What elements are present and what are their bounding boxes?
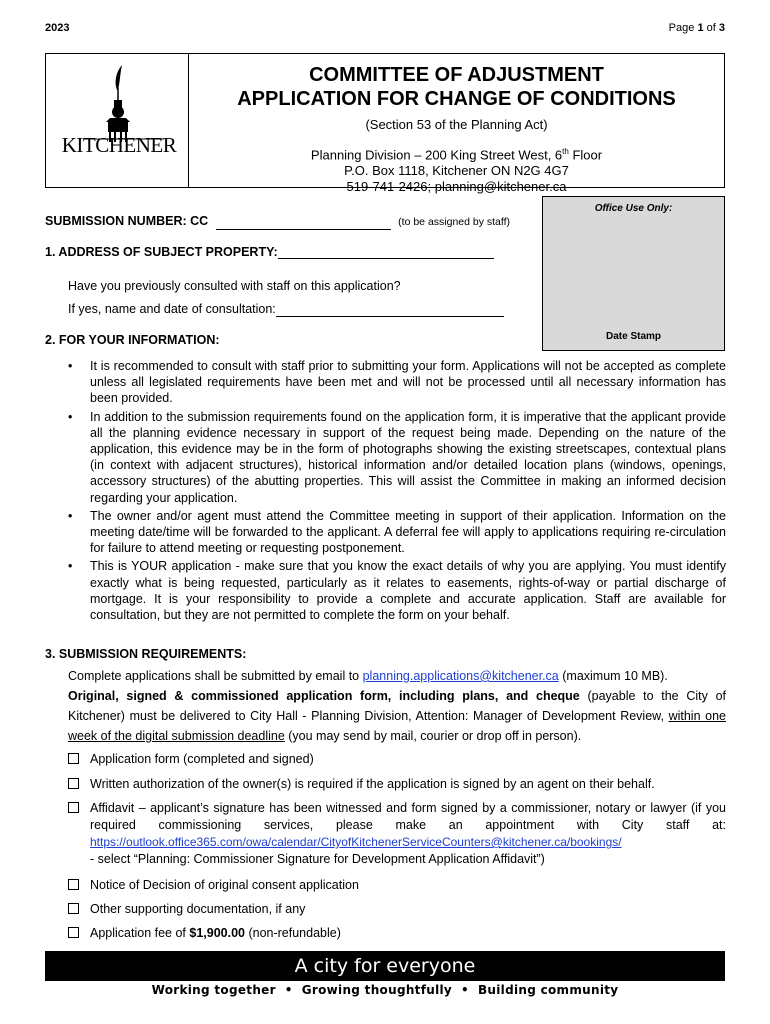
planning-act-section: (Section 53 of the Planning Act) (365, 117, 548, 132)
section-1-heading: 1. ADDRESS OF SUBJECT PROPERTY: (45, 245, 494, 259)
office-use-label: Office Use Only: (594, 203, 673, 214)
list-item: • It is recommended to consult with staff prior to submitting your form. Applications will not be accepted as complete unless all legislated requirements have been met and will not be processed until all necessary information has been provided. (68, 358, 726, 407)
page-indicator: Page 1 of 3 (668, 22, 725, 34)
submission-number: SUBMISSION NUMBER: CC (to be assigned by staff) (45, 214, 511, 228)
date-stamp-label: Date Stamp (605, 331, 661, 342)
consulted-question: Have you previously consulted with staff on this application? (68, 279, 401, 293)
checkbox[interactable] (68, 753, 79, 764)
booking-link[interactable]: https://outlook.office365.com/owa/calendar/CityofKitchenerServiceCounters@kitchener.ca/bookings/ (90, 835, 622, 849)
form-title-line1: COMMITTEE OF ADJUSTMENT (309, 64, 604, 86)
checkbox[interactable] (68, 778, 79, 789)
checklist-supporting-docs: Other supporting documentation, if any (68, 901, 726, 918)
information-list (68, 358, 726, 625)
planning-address: Planning Division – 200 King Street West, 6th Floor (310, 147, 603, 163)
checklist-affidavit: Affidavit – applicant’s signature has been witnessed and form signed by a commissioner, notary or lawyer (if you required commissioning services, please make an appointment with City staff at: https://outlook.office365.com/owa/calendar/CityofKitchenerServiceCounters@kitchener.ca/bookings/ - select “Planning: Commissioner Signature for Development Application Affidavit”) (68, 800, 726, 868)
office-use-box (542, 196, 725, 351)
submission-instructions: Complete applications shall be submitted by email to planning.applications@kitchener.ca (maximum 10 MB). Original, signed & commissioned application form, including plans, and cheque (payable to the City of Kitchener) must be delivered to City Hall - Planning Division, Attention: Manager of Development Review, within one week of the digital submission deadline (you may send by mail, courier or drop off in person). (68, 669, 726, 743)
property-address-field[interactable] (278, 245, 494, 259)
city-slogan-banner: A city for everyone (45, 951, 725, 981)
svg-text:KITCHENER: KITCHENER (61, 133, 177, 157)
checklist-application-form: Application form (completed and signed) (68, 751, 726, 768)
checkbox[interactable] (68, 903, 79, 914)
kitchener-logo (54, 60, 184, 182)
footer-tagline: Working together • Growing thoughtfully • Building community (151, 983, 619, 997)
consultation-details: If yes, name and date of consultation: (68, 301, 504, 317)
document-year: 2023 (45, 22, 70, 34)
checkbox[interactable] (68, 927, 79, 938)
checklist-application-fee: Application fee of $1,900.00 (non-refundable) (68, 925, 726, 942)
list-item: • In addition to the submission requirements found on the application form, it is imperative that the applicant provide all the planning evidence necessary in support of the request being made. Depending on the nature of the application, this evidence may be in the form of photographs showing the existing streetscapes, contextual plans (in context with adjacent structures), historical information and/or detailed location plans (windows, openings, accessory structures) of the abutting properties. This will assist the Committee in making an informed decision regarding your application. (68, 409, 726, 506)
po-box: P.O. Box 1118, Kitchener ON N2G 4G7 (344, 163, 569, 179)
list-item: • This is YOUR application - make sure that you know the exact details of why you are applying. You must identify exactly what is being requested, particularly as it relates to easements, rights-of-way or partial discharge of mortgage. It is your responsibility to provide a complete and accurate application. Staff are available for consultation, but they are not permitted to complete the form on your behalf. (68, 558, 726, 623)
contact-info: 519-741-2426; planning@kitchener.ca (346, 179, 567, 195)
checklist-notice-of-decision: Notice of Decision of original consent application (68, 877, 726, 894)
checklist-owner-authorization: Written authorization of the owner(s) is required if the application is signed by an agent on their behalf. (68, 776, 726, 793)
title-block (45, 53, 725, 195)
consultation-field[interactable] (276, 303, 504, 317)
list-item: • The owner and/or agent must attend the Committee meeting in support of their application. Information on the meeting date/time will be forwarded to the applicant. A deferral fee will apply to applications requiring re-circulation for failure to attend meeting or requesting postponement. (68, 508, 726, 557)
checkbox[interactable] (68, 879, 79, 890)
form-title-line2: APPLICATION FOR CHANGE OF CONDITIONS (237, 88, 676, 110)
section-3-heading: 3. SUBMISSION REQUIREMENTS: (45, 647, 247, 661)
planning-email-link[interactable]: planning.applications@kitchener.ca (362, 669, 559, 683)
checkbox[interactable] (68, 802, 79, 813)
submission-number-field[interactable] (216, 216, 391, 230)
section-2-heading: 2. FOR YOUR INFORMATION: (45, 333, 220, 347)
